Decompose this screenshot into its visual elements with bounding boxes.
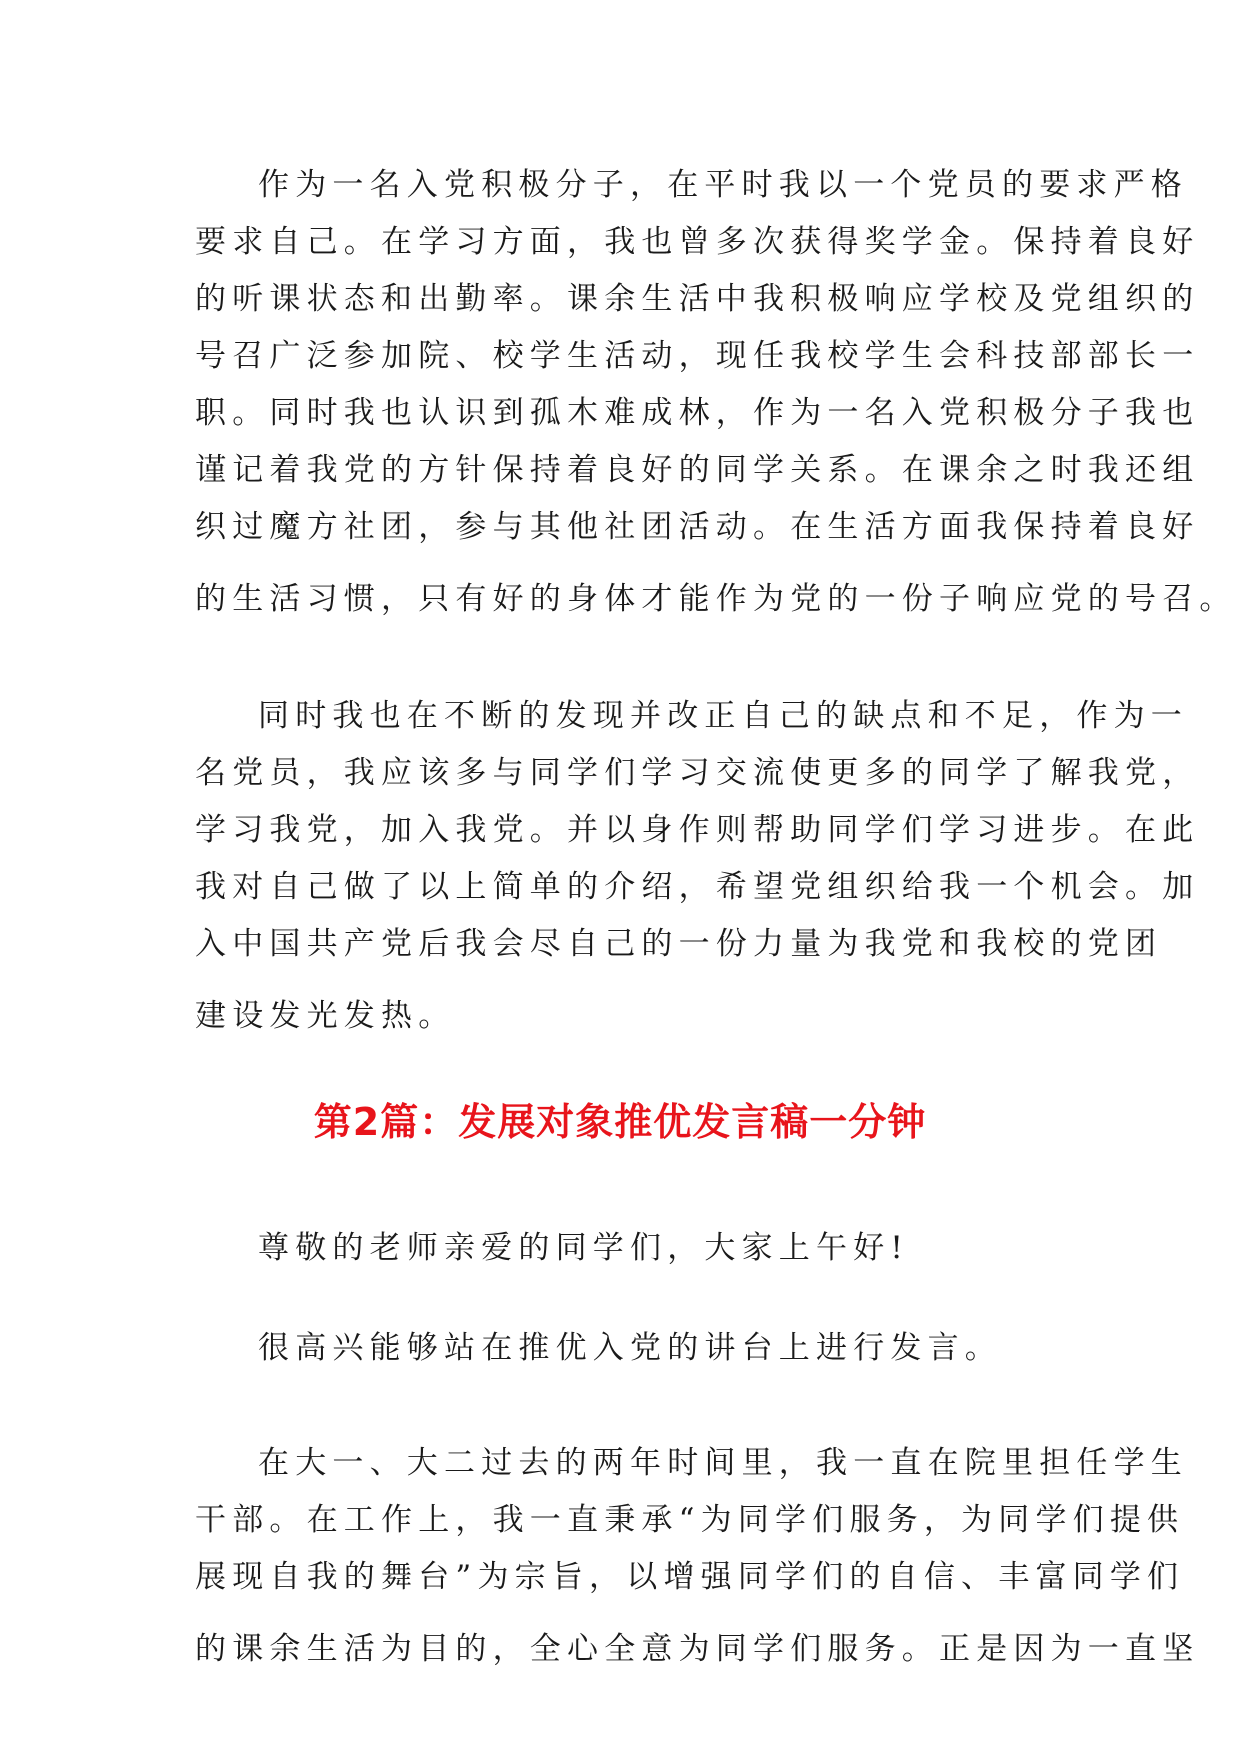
paragraph1-line-7: 织过魔方社团，参与其他社团活动。在生活方面我保持着良好 [195, 509, 1200, 545]
paragraph1-line-1: 作为一名入党积极分子，在平时我以一个党员的要求严格 [258, 167, 1188, 203]
paragraph2-line-4: 我对自己做了以上简单的介绍，希望党组织给我一个机会。加 [195, 869, 1200, 905]
paragraph3-line-4: 的课余生活为目的，全心全意为同学们服务。正是因为一直坚 [195, 1631, 1200, 1667]
paragraph2-line-6: 建设发光发热。 [195, 998, 456, 1034]
paragraph2-line-1: 同时我也在不断的发现并改正自己的缺点和不足，作为一 [258, 698, 1188, 734]
paragraph3-line-1: 在大一、大二过去的两年时间里，我一直在院里担任学生 [258, 1445, 1188, 1481]
paragraph1-line-3: 的听课状态和出勤率。课余生活中我积极响应学校及党组织的 [195, 281, 1200, 317]
greeting-line: 尊敬的老师亲爱的同学们，大家上午好! [258, 1230, 910, 1266]
paragraph1-line-4: 号召广泛参加院、校学生活动，现任我校学生会科技部部长一 [195, 338, 1200, 374]
paragraph2-line-3: 学习我党，加入我党。并以身作则帮助同学们学习进步。在此 [195, 812, 1200, 848]
paragraph3-line-3: 展现自我的舞台”为宗旨，以增强同学们的自信、丰富同学们 [195, 1559, 1185, 1595]
paragraph1-line-5: 职。同时我也认识到孤木难成林，作为一名入党积极分子我也 [195, 395, 1200, 431]
paragraph1-line-8: 的生活习惯，只有好的身体才能作为党的一份子响应党的号召。 [195, 581, 1237, 617]
paragraph3-line-2: 干部。在工作上，我一直秉承“为同学们服务，为同学们提供 [195, 1502, 1185, 1538]
section-title: 第2篇：发展对象推优发言稿一分钟 [313, 1100, 927, 1144]
paragraph2-line-2: 名党员，我应该多与同学们学习交流使更多的同学了解我党， [195, 755, 1200, 791]
paragraph2-line-5: 入中国共产党后我会尽自己的一份力量为我党和我校的党团 [195, 926, 1163, 962]
paragraph1-line-2: 要求自己。在学习方面，我也曾多次获得奖学金。保持着良好 [195, 224, 1200, 260]
intro-line: 很高兴能够站在推优入党的讲台上进行发言。 [258, 1330, 1002, 1366]
paragraph1-line-6: 谨记着我党的方针保持着良好的同学关系。在课余之时我还组 [195, 452, 1200, 488]
